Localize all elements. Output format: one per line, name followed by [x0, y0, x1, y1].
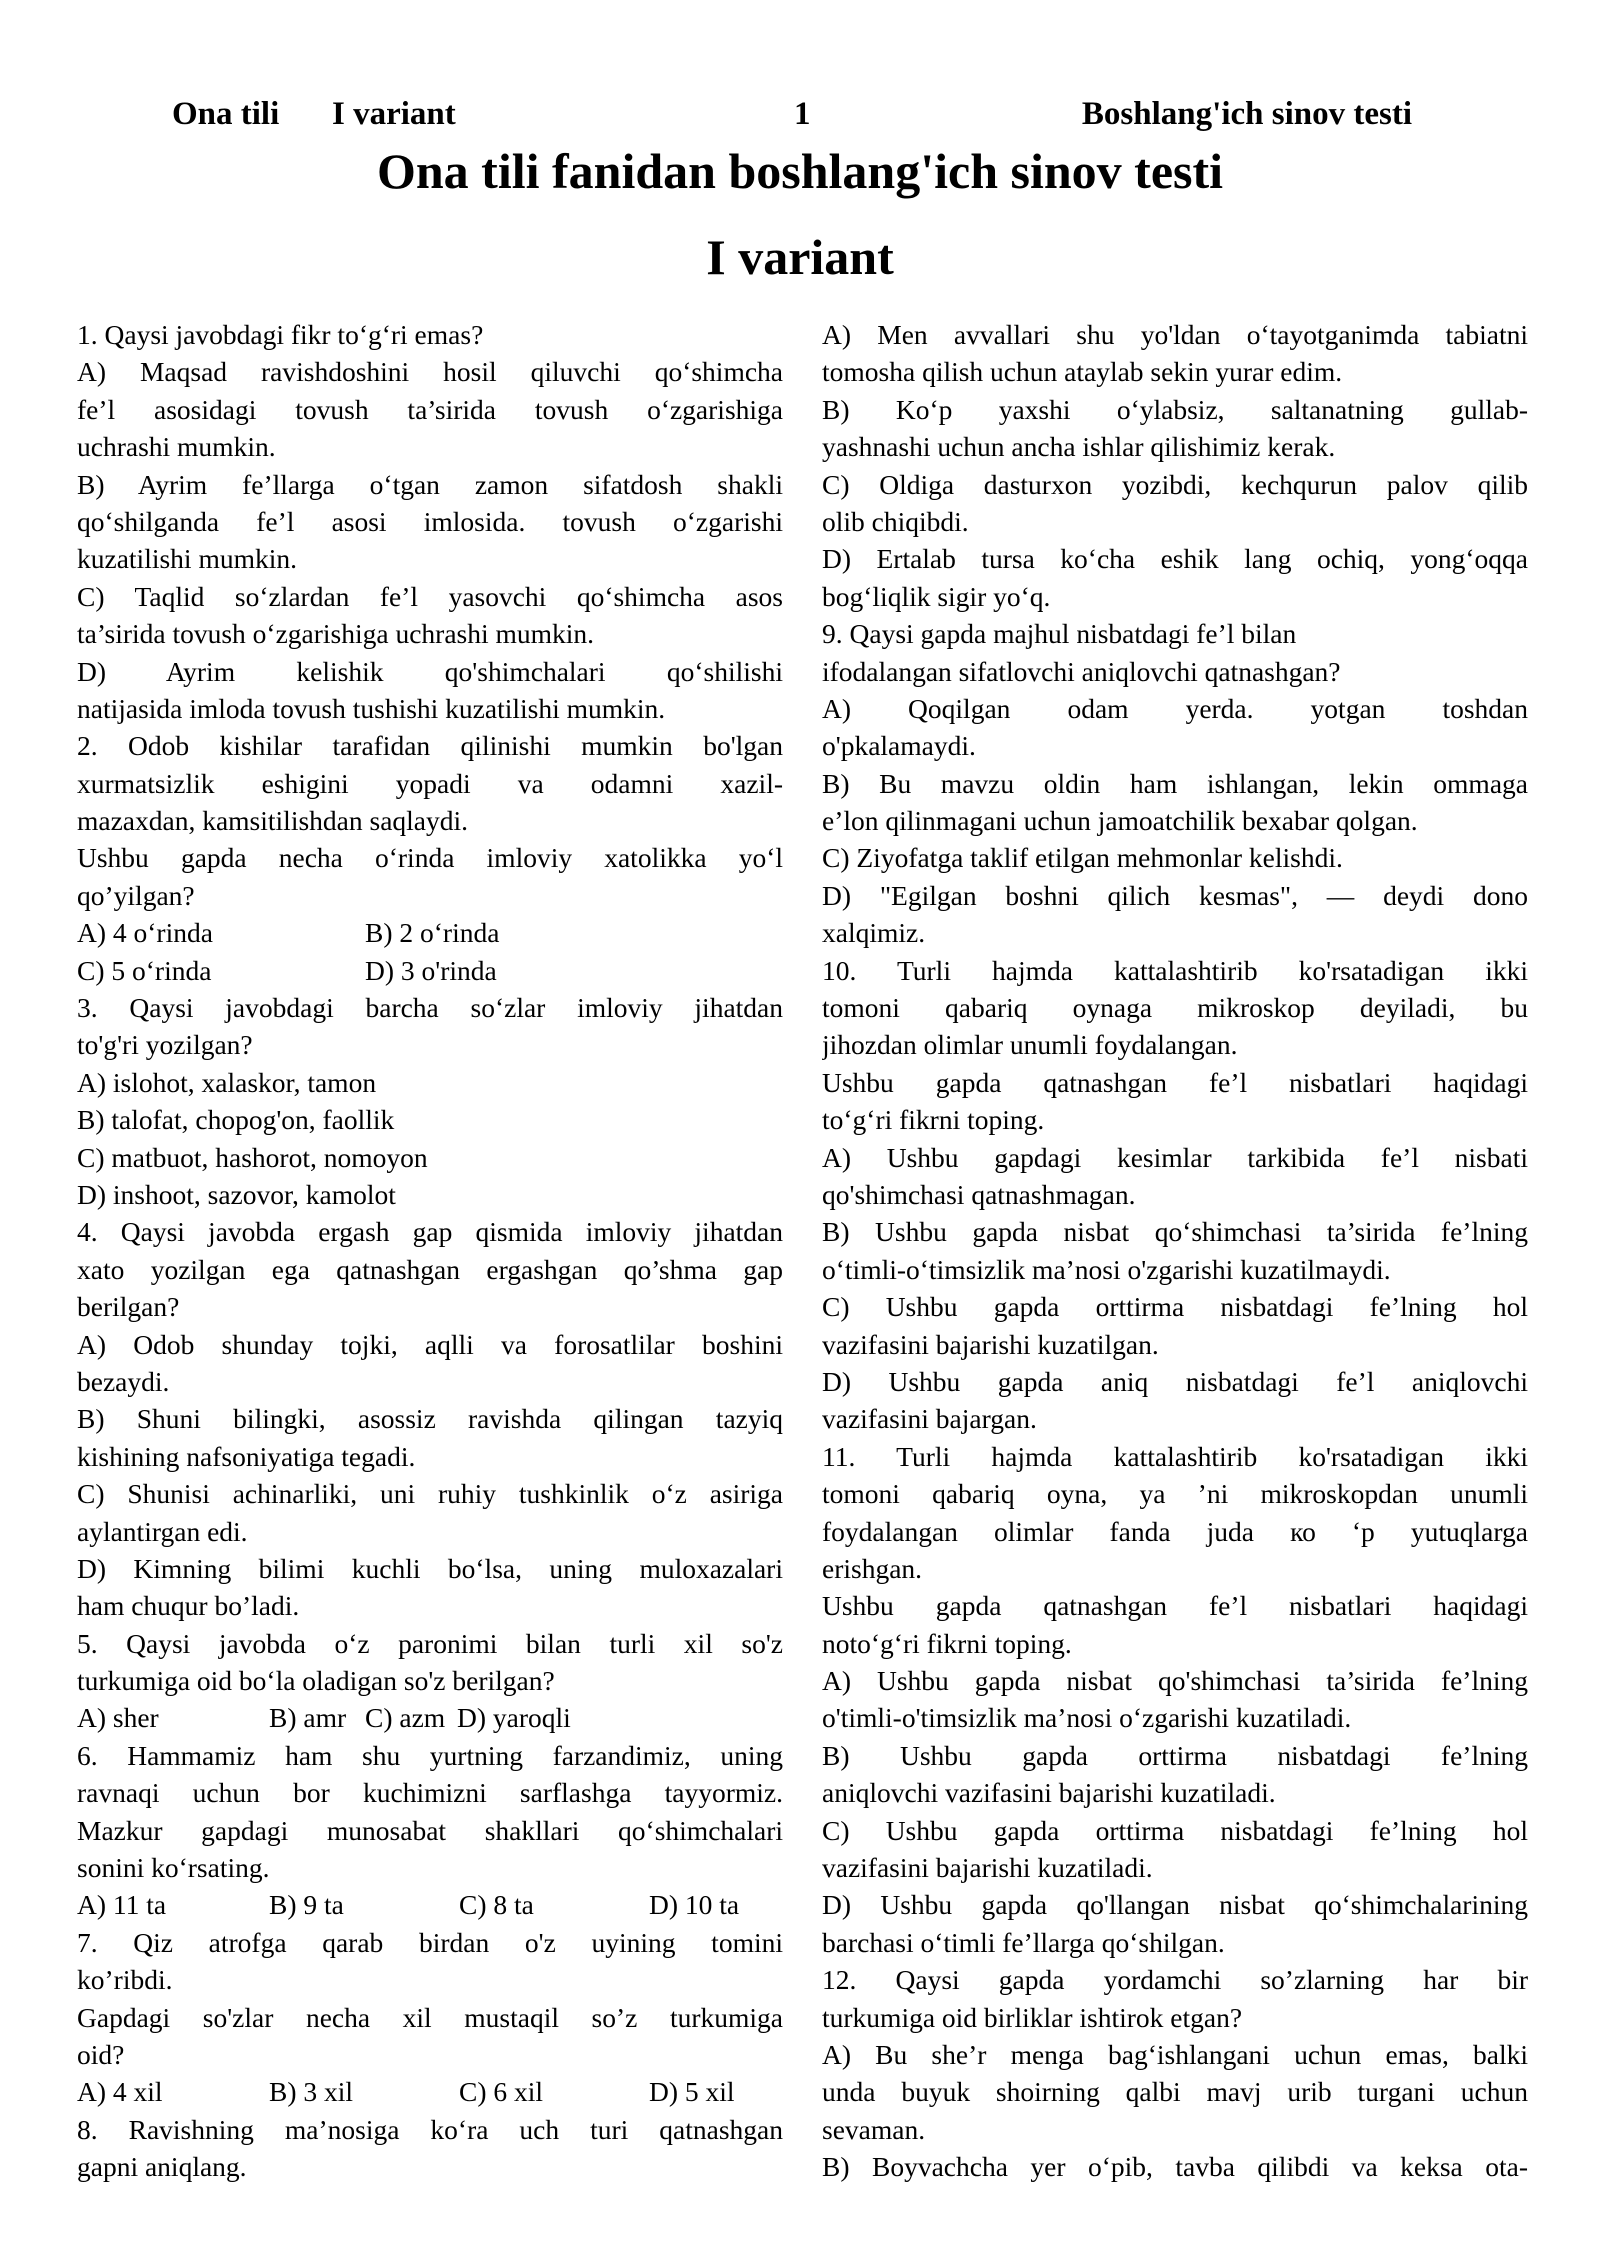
answer-option: D) yaroqli	[457, 1702, 571, 1734]
text-line: A) Ushbu gapdagi kesimlar tarkibida fe’l nisbati	[822, 1141, 1528, 1173]
text-line: B) Ushbu gapda orttirma nisbatdagi fe’lning	[822, 1739, 1528, 1771]
text-line: kishining nafsoniyatiga tegadi.	[77, 1440, 416, 1472]
text-line: A) Men avvallari shu yo'ldan o‘tayotganimda tabiatni	[822, 319, 1528, 350]
answer-option: D) 5 xil	[649, 2076, 735, 2108]
text-line: B) Ushbu gapda nisbat qo‘shimchasi ta’sirida fe’lning	[822, 1216, 1528, 1248]
text-line: 10. Turli hajmda kattalashtirib ko'rsatadigan ikki	[822, 954, 1528, 986]
text-line: qo’yilgan?	[77, 879, 195, 911]
text-line: aylantirgan edi.	[77, 1515, 248, 1547]
text-line: 3. Qaysi javobdagi barcha so‘zlar imloviy jihatdan	[77, 992, 783, 1024]
text-line: ham chuqur bo’ladi.	[77, 1590, 300, 1622]
answer-option: D) 3 o'rinda	[365, 954, 497, 986]
text-line: C) Shunisi achinarliki, uni ruhiy tushkinlik o‘z asiriga	[77, 1478, 783, 1510]
text-line: to‘g‘ri fikrni toping.	[822, 1104, 1045, 1136]
answer-option: C) 5 o‘rinda	[77, 954, 212, 986]
answer-option: C) azm	[365, 1702, 446, 1734]
text-line: barchasi o‘timli fe’llarga qo‘shilgan.	[822, 1926, 1225, 1958]
text-line: 2. Odob kishilar tarafidan qilinishi mumkin bo'lgan	[77, 730, 783, 762]
text-line: Ushbu gapda necha o‘rinda imloviy xatolikka yo‘l	[77, 842, 783, 874]
text-line: B) Ayrim fe’llarga o‘tgan zamon sifatdosh shakli	[77, 468, 783, 500]
text-line: fe’l asosidagi tovush ta’sirida tovush o‘zgarishiga	[77, 393, 783, 425]
text-line: o'pkalamaydi.	[822, 730, 976, 762]
text-line: qo‘shilganda fe’l asosi imlosida. tovush o‘zgarishi	[77, 505, 783, 537]
answer-option: A) 4 xil	[77, 2076, 163, 2108]
page-title: Ona tili fanidan boshlang'ich sinov testi	[376, 143, 1224, 199]
text-line: C) matbuot, hashorot, nomoyon	[77, 1141, 428, 1173]
text-line: C) Ushbu gapda orttirma nisbatdagi fe’lning hol	[822, 1814, 1528, 1846]
answer-option: B) 3 xil	[269, 2076, 354, 2108]
text-line: A) Qoqilgan odam yerda. yotgan toshdan	[822, 692, 1528, 724]
answer-option: B) 2 o‘rinda	[365, 917, 500, 949]
text-line: berilgan?	[77, 1291, 180, 1323]
text-line: bezaydi.	[77, 1365, 170, 1397]
text-line: A) Ushbu gapda nisbat qo'shimchasi ta’sirida fe’lning	[822, 1665, 1528, 1697]
text-line: ta’sirida tovush o‘zgarishiga uchrashi mumkin.	[77, 618, 595, 650]
text-line: 5. Qaysi javobda o‘z paronimi bilan turli xil so'z	[77, 1627, 783, 1659]
answer-options-row	[77, 914, 783, 951]
text-line: C) Oldiga dasturxon yozibdi, kechqurun palov qilib	[822, 468, 1528, 500]
text-line: 7. Qiz atrofga qarab birdan o'z uyining tomini	[77, 1926, 783, 1958]
answer-options-row	[77, 1699, 783, 1736]
answer-options-row	[77, 1886, 783, 1923]
text-line: B) Shuni bilingki, asossiz ravishda qilingan tazyiq	[77, 1403, 783, 1435]
text-line: D) Ertalab tursa ko‘cha eshik lang ochiq, yong‘oqqa	[822, 543, 1528, 575]
text-line: olib chiqibdi.	[822, 505, 969, 537]
header-variant: I variant	[332, 96, 456, 132]
text-line: e’lon qilinmagani uchun jamoatchilik bexabar qolgan.	[822, 805, 1418, 837]
answer-option: B) amr	[269, 1702, 347, 1734]
text-line: Gapdagi so'zlar necha xil mustaqil so’z turkumiga	[77, 2001, 783, 2033]
text-line: A) Odob shunday tojki, aqlli va forosatlilar boshini	[77, 1328, 783, 1360]
text-line: C) Ushbu gapda orttirma nisbatdagi fe’lning hol	[822, 1291, 1528, 1323]
text-line: D) Ushbu gapda qo'llangan nisbat qo‘shimchalarining	[822, 1889, 1528, 1921]
text-line: bog‘liqlik sigir yo‘q.	[822, 580, 1051, 612]
text-line: C) Taqlid so‘zlardan fe’l yasovchi qo‘shimcha asos	[77, 580, 783, 612]
text-line: xato yozilgan ega qatnashgan ergashgan qo’shma gap	[77, 1253, 783, 1285]
text-line: yashnashi uchun ancha ishlar qilishimiz kerak.	[822, 431, 1336, 463]
text-line: jihozdan olimlar unumli foydalangan.	[822, 1029, 1238, 1061]
text-line: D) inshoot, sazovor, kamolot	[77, 1178, 396, 1210]
text-line: D) Ushbu gapda aniq nisbatdagi fe’l aniqlovchi	[822, 1365, 1528, 1397]
text-line: aniqlovchi vazifasini bajarishi kuzatiladi.	[822, 1777, 1276, 1809]
page-subtitle: I variant	[706, 229, 894, 285]
header-test-name: Boshlang'ich sinov testi	[1081, 96, 1412, 132]
text-line: ravnaqi uchun bor kuchimizni sarflashga tayyormiz.	[77, 1777, 783, 1809]
text-line: D) Kimning bilimi kuchli bo‘lsa, uning muloxazalari	[77, 1552, 783, 1584]
running-header	[172, 96, 1412, 140]
text-line: vazifasini bajargan.	[822, 1403, 1037, 1435]
text-line: B) Boyvachcha yer o‘pib, tavba qilibdi va keksa ota-	[822, 2151, 1528, 2183]
answer-option: A) 4 o‘rinda	[77, 917, 213, 949]
text-line: Ushbu gapda qatnashgan fe’l nisbatlari haqidagi	[822, 1590, 1528, 1622]
text-line: xalqimiz.	[822, 917, 926, 949]
text-line: ko’ribdi.	[77, 1964, 173, 1996]
text-line: unda buyuk shoirning qalbi mavj urib turgani uchun	[822, 2076, 1528, 2108]
answer-option: A) sher	[77, 1702, 159, 1734]
text-line: 12. Qaysi gapda yordamchi so’zlarning har bir	[822, 1964, 1528, 1996]
text-line: 1. Qaysi javobdagi fikr to‘g‘ri emas?	[77, 319, 484, 350]
text-line: foydalangan olimlar fanda juda ко ‘p yutuqlarga	[822, 1515, 1528, 1547]
text-line: B) talofat, chopog'on, faollik	[77, 1104, 395, 1136]
text-line: D) Ayrim kelishik qo'shimchalari qo‘shilishi	[77, 655, 783, 687]
right-column	[822, 316, 1528, 2186]
text-line: turkumiga oid birliklar ishtirok etgan?	[822, 2001, 1243, 2033]
text-line: qo'shimchasi qatnashmagan.	[822, 1178, 1136, 1210]
answer-options-row	[77, 952, 783, 989]
text-line: uchrashi mumkin.	[77, 431, 276, 463]
text-line: Mazkur gapdagi munosabat shakllari qo‘shimchalari	[77, 1814, 783, 1846]
text-line: vazifasini bajarishi kuzatiladi.	[822, 1852, 1153, 1884]
text-line: to'g'ri yozilgan?	[77, 1029, 253, 1061]
text-line: tomosha qilish uchun ataylab sekin yurar edim.	[822, 356, 1343, 388]
text-line: erishgan.	[822, 1552, 923, 1584]
text-line: B) Ko‘p yaxshi o‘ylabsiz, saltanatning gullab-	[822, 393, 1528, 425]
answer-option: A) 11 ta	[77, 1889, 167, 1921]
text-line: A) Bu she’r menga bag‘ishlangani uchun emas, balki	[822, 2038, 1528, 2070]
text-line: Ushbu gapda qatnashgan fe’l nisbatlari haqidagi	[822, 1066, 1528, 1098]
text-line: D) "Egilgan boshni qilich kesmas", — deydi dono	[822, 879, 1528, 911]
text-line: 8. Ravishning ma’nosiga ko‘ra uch turi qatnashgan	[77, 2113, 783, 2145]
answer-option: D) 10 ta	[649, 1889, 740, 1921]
answer-option: C) 8 ta	[459, 1889, 534, 1921]
text-line: o'timli-o'timsizlik ma’nosi o‘zgarishi kuzatiladi.	[822, 1702, 1352, 1734]
left-column	[77, 316, 783, 2186]
text-line: A) Maqsad ravishdoshini hosil qiluvchi qo‘shimcha	[77, 356, 783, 388]
answer-option: B) 9 ta	[269, 1889, 344, 1921]
text-line: turkumiga oid bo‘la oladigan so'z berilgan?	[77, 1665, 555, 1697]
text-line: natijasida imloda tovush tushishi kuzatilishi mumkin.	[77, 692, 666, 724]
text-line: mazaxdan, kamsitilishdan saqlaydi.	[77, 805, 469, 837]
text-line: xurmatsizlik eshigini yopadi va odamni xazil-	[77, 767, 783, 799]
page-number: 1	[794, 96, 811, 132]
text-line: 9. Qaysi gapda majhul nisbatdagi fe’l bilan	[822, 618, 1297, 650]
answer-options-row	[77, 2073, 783, 2110]
text-line: tomoni qabariq oyna, ya ’ni mikroskopdan unumli	[822, 1478, 1528, 1510]
text-line: C) Ziyofatga taklif etilgan mehmonlar kelishdi.	[822, 842, 1343, 874]
text-line: tomoni qabariq oynaga mikroskop deyiladi, bu	[822, 992, 1528, 1024]
text-line: gapni aniqlang.	[77, 2151, 247, 2183]
text-line: vazifasini bajarishi kuzatilgan.	[822, 1328, 1159, 1360]
text-line: oid?	[77, 2038, 125, 2070]
text-line: 11. Turli hajmda kattalashtirib ko'rsatadigan ikki	[822, 1440, 1528, 1472]
header-subject: Ona tili	[172, 96, 280, 132]
text-line: 6. Hammamiz ham shu yurtning farzandimiz, uning	[77, 1739, 783, 1771]
text-line: 4. Qaysi javobda ergash gap qismida imloviy jihatdan	[77, 1216, 783, 1248]
text-line: B) Bu mavzu oldin ham ishlangan, lekin ommaga	[822, 767, 1528, 799]
text-line: A) islohot, xalaskor, tamon	[77, 1066, 377, 1098]
text-line: ifodalangan sifatlovchi aniqlovchi qatnashgan?	[822, 655, 1341, 687]
text-line: sonini ko‘rsating.	[77, 1852, 270, 1884]
text-line: kuzatilishi mumkin.	[77, 543, 297, 575]
text-line: sevaman.	[822, 2113, 926, 2145]
text-line: noto‘g‘ri fikrni toping.	[822, 1627, 1072, 1659]
text-line: o‘timli-o‘timsizlik ma’nosi o'zgarishi kuzatilmaydi.	[822, 1253, 1391, 1285]
answer-option: C) 6 xil	[459, 2076, 544, 2108]
